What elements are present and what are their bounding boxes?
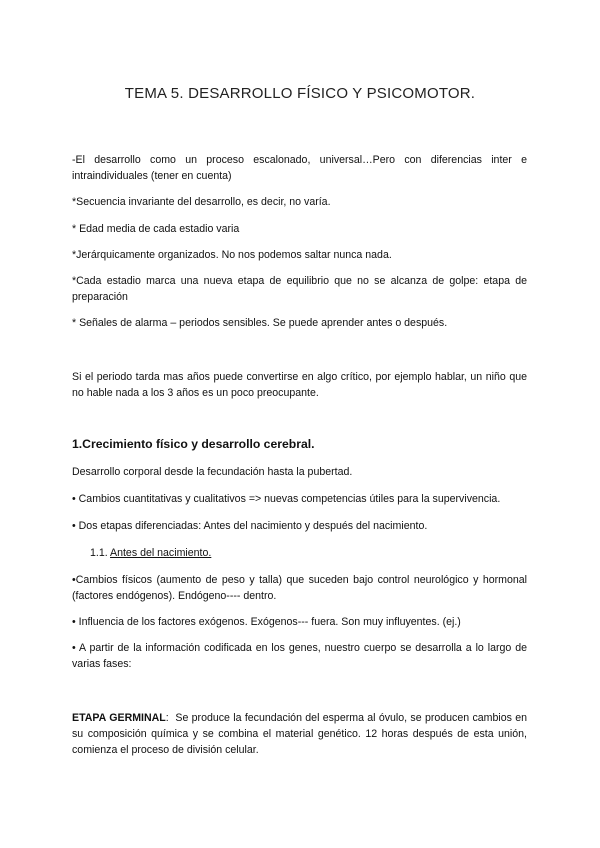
subsection-heading bbox=[90, 545, 545, 561]
point-genetic-info: • A partir de la información codificada en los genes, nuestro cuerpo se desarrolla a lo largo de varias fases: bbox=[72, 642, 527, 670]
subsection-label: Antes del nacimiento. bbox=[110, 547, 212, 559]
bullet-alarm-signs: * Señales de alarma – periodos sensibles. Se puede aprender antes o después. bbox=[72, 317, 448, 329]
intro-paragraph: -El desarrollo como un proceso escalonado, universal…Pero con diferencias inter e intraindividuales (tener en cuenta) bbox=[72, 154, 527, 182]
germinal-stage-text: Se produce la fecundación del esperma al óvulo, se producen cambios en su composición química y se combina el material genético. 12 horas después de esta unión, comienza el proceso de división celular. bbox=[72, 712, 527, 756]
bullet-sequence: *Secuencia invariante del desarrollo, es decir, no varía. bbox=[72, 196, 331, 208]
germinal-colon: : bbox=[165, 712, 169, 724]
point-quantitative-changes: • Cambios cuantitativas y cualitativos => nuevas competencias útiles para la supervivencia. bbox=[72, 493, 501, 505]
point-two-stages: • Dos etapas diferenciadas: Antes del nacimiento y después del nacimiento. bbox=[72, 520, 428, 532]
section-heading: 1.Crecimiento físico y desarrollo cerebral. bbox=[72, 437, 315, 451]
bullet-equilibrium: *Cada estadio marca una nueva etapa de equilibrio que no se alcanza de golpe: etapa de preparación bbox=[72, 275, 527, 303]
point-physical-changes: •Cambios físicos (aumento de peso y talla) que suceden bajo control neurológico y hormonal (factores endógenos). Endógeno---- dentro. bbox=[72, 574, 527, 602]
subsection-number: 1.1. bbox=[90, 547, 108, 559]
bullet-hierarchy: *Jerárquicamente organizados. No nos podemos saltar nunca nada. bbox=[72, 249, 392, 261]
point-exogenous-factors: • Influencia de los factores exógenos. Exógenos--- fuera. Son muy influyentes. (ej.) bbox=[72, 616, 461, 628]
germinal-stage-label: ETAPA GERMINAL bbox=[72, 712, 166, 724]
section-intro: Desarrollo corporal desde la fecundación hasta la pubertad. bbox=[72, 466, 353, 478]
germinal-stage-paragraph bbox=[72, 710, 527, 758]
page-title: TEMA 5. DESARROLLO FÍSICO Y PSICOMOTOR. bbox=[124, 85, 476, 102]
critical-period-note: Si el periodo tarda mas años puede convertirse en algo crítico, por ejemplo hablar, un niño que no hable nada a los 3 años es un poco preocupante. bbox=[72, 371, 527, 399]
bullet-average-age: * Edad media de cada estadio varia bbox=[72, 223, 240, 235]
